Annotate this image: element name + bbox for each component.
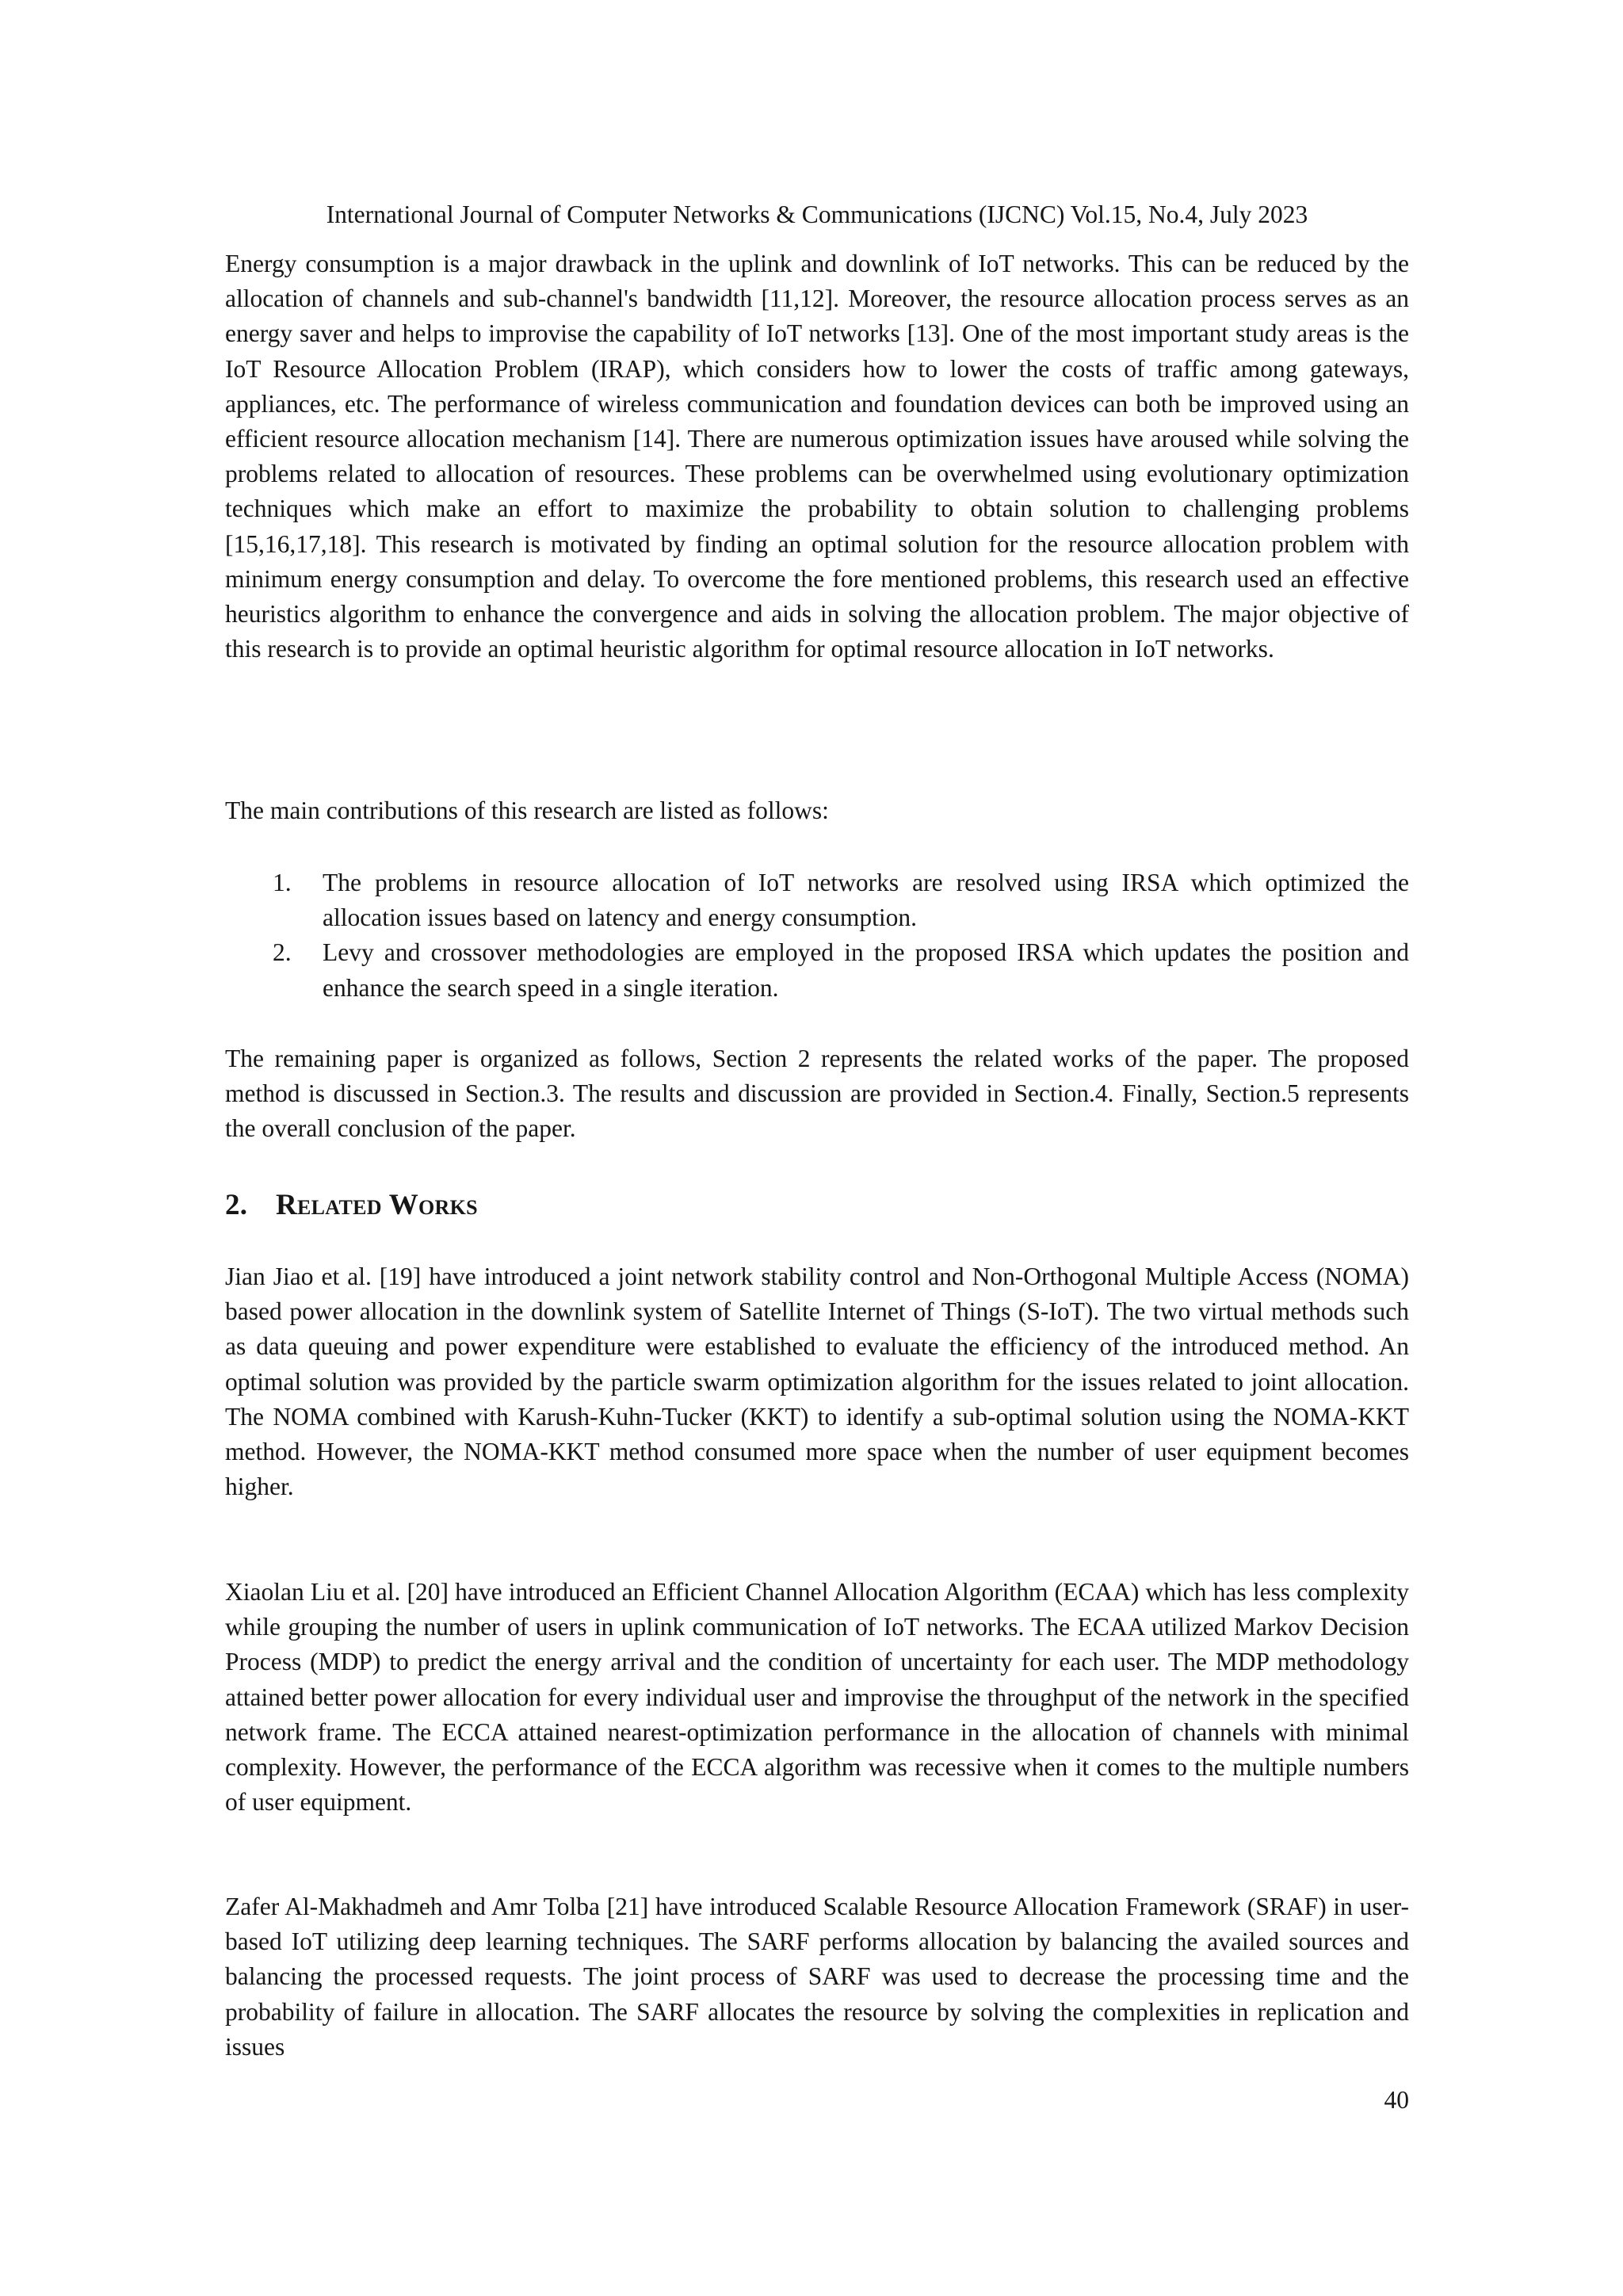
- contributions-list: [225, 865, 1409, 1006]
- list-item-number: 2.: [273, 938, 292, 967]
- list-item-number: 1.: [273, 869, 292, 896]
- paragraph-jian-jiao: Jian Jiao et al. [19] have introduced a joint network stability control and Non-Orthogonal Multiple Access (NOMA) based power allocation in the downlink system of Satellite Internet of Things (S-IoT). The two virtual methods such as data queuing and power expenditure were established to evaluate the efficiency of the introduced method. An optimal solution was provided by the particle swarm optimization algorithm for the issues related to joint allocation. The NOMA combined with Karush-Kuhn-Tucker (KKT) to identify a sub-optimal solution using the NOMA-KKT method. However, the NOMA-KKT method consumed more space when the number of user equipment becomes higher.: [225, 1263, 1409, 1501]
- paragraph-xiaolan-liu: Xiaolan Liu et al. [20] have introduced an Efficient Channel Allocation Algorithm (ECAA) which has less complexity while grouping the number of users in uplink communication of IoT networks. The ECAA utilized Markov Decision Process (MDP) to predict the energy arrival and the condition of uncertainty for each user. The MDP methodology attained better power allocation for every individual user and improvise the throughput of the network in the specified network frame. The ECCA attained nearest-optimization performance in the allocation of channels with minimal complexity. However, the performance of the ECCA algorithm was recessive when it comes to the multiple numbers of user equipment.: [225, 1578, 1409, 1817]
- paragraph-intro-energy: Energy consumption is a major drawback in the uplink and downlink of IoT networks. This can be reduced by the allocation of channels and sub-channel's bandwidth [11,12]. Moreover, the resource allocation process serves as an energy saver and helps to improvise the capability of IoT networks [13]. One of the most important study areas is the IoT Resource Allocation Problem (IRAP), which considers how to lower the costs of traffic among gateways, appliances, etc. The performance of wireless communication and foundation devices can both be improved using an efficient resource allocation mechanism [14]. There are numerous optimization issues have aroused while solving the problems related to allocation of resources. These problems can be overwhelmed using evolutionary optimization techniques which make an effort to maximize the probability to obtain solution to challenging problems [15,16,17,18]. This research is motivated by finding an optimal solution for the resource allocation problem with minimum energy consumption and delay. To overcome the fore mentioned problems, this research used an effective heuristics algorithm to enhance the convergence and aids in solving the allocation problem. The major objective of this research is to provide an optimal heuristic algorithm for optimal resource allocation in IoT networks.: [225, 250, 1409, 663]
- list-item: [225, 865, 1409, 935]
- running-header: International Journal of Computer Networks & Communications (IJCNC) Vol.15, No.4, July 2023: [326, 201, 1308, 228]
- paragraph-organization: The remaining paper is organized as follows, Section 2 represents the related works of the paper. The proposed method is discussed in Section.3. The results and discussion are provided in Section.4. Finally, Section.5 represents the overall conclusion of the paper.: [225, 1045, 1409, 1143]
- paragraph-contributions-intro: The main contributions of this research are listed as follows:: [225, 797, 829, 824]
- section-number: 2.: [225, 1189, 248, 1221]
- section-heading: [225, 1182, 478, 1229]
- list-item: [225, 935, 1409, 1005]
- list-item-text: Levy and crossover methodologies are employed in the proposed IRSA which updates the position and enhance the search speed in a single iteration.: [323, 938, 1409, 1002]
- page-number: 40: [1384, 2086, 1409, 2114]
- list-item-text: The problems in resource allocation of IoT networks are resolved using IRSA which optimized the allocation issues based on latency and energy consumption.: [323, 869, 1409, 932]
- section-title: Related Works: [276, 1189, 478, 1221]
- paragraph-zafer: Zafer Al-Makhadmeh and Amr Tolba [21] have introduced Scalable Resource Allocation Framework (SRAF) in user-based IoT utilizing deep learning techniques. The SARF performs allocation by balancing the availed sources and balancing the processed requests. The joint process of SARF was used to decrease the processing time and the probability of failure in allocation. The SARF allocates the resource by solving the complexities in replication and issues: [225, 1893, 1409, 2061]
